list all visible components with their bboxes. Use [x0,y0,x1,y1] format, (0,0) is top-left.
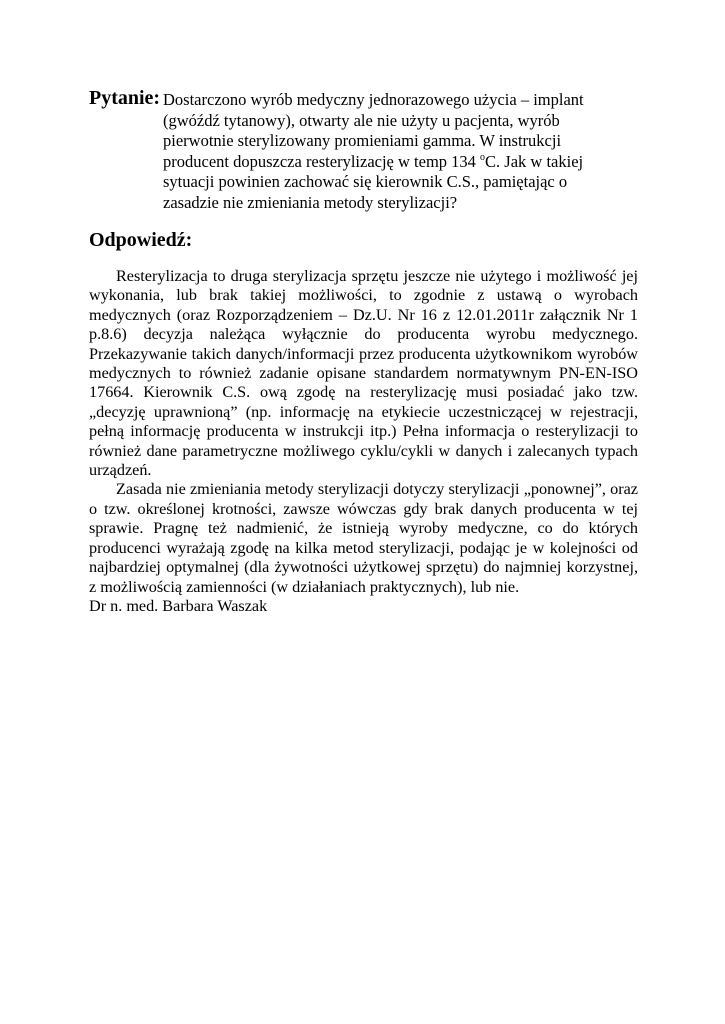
question-line-temperature [163,152,584,173]
question-line: zasadzie nie zmieniania metody sterylizacji? [163,192,458,212]
degree-superscript: o [480,151,486,163]
answer-paragraph-2: Zasada nie zmieniania metody sterylizacji dotyczy sterylizacji „ponownej”, oraz o tzw. określonej krotności, zawsze wówczas gdy brak danych producenta w tej sprawie. Pragnę też nadmienić, że istnieją wyroby medyczne, co do których producenci wyrażają zgodę na kilka metod sterylizacji, podając je w kolejności od najbardziej optymalnej (dla żywotności użytkowej sprzętu) do najmniej korzystnej, z możliwością zamienności (w działaniach praktycznych), lub nie. [89,480,638,596]
answer-heading: Odpowiedź: [89,229,193,251]
question-block [89,86,649,213]
author-signature: Dr n. med. Barbara Waszak [89,597,268,615]
question-line: Dostarczono wyrób medyczny jednorazowego użycia – implant [163,90,584,109]
question-label: Pytanie: [89,87,161,109]
question-text [163,86,584,213]
answer-body [89,267,638,597]
question-line: pierwotnie sterylizowany promieniami gamma. W instrukcji [163,131,562,150]
question-line-start: producent dopuszcza resterylizację w temp 134 [163,151,481,171]
question-line-end: C. Jak w takiej [485,151,584,171]
question-line: (gwóźdź tytanowy), otwarty ale nie użyty u pacjenta, wyrób [163,110,560,130]
answer-paragraph-1: Resterylizacja to druga sterylizacja sprzętu jeszcze nie użytego i możliwość jej wykonania, lub brak takiej możliwości, to zgodnie z ustawą o wyrobach medycznych (oraz Rozporządzeniem – Dz.U. Nr 16 z 12.01.2011r załącznik Nr 1 p.8.6) decyzja należąca wyłącznie do producenta wyrobu medycznego. Przekazywanie takich danych/informacji przez producenta użytkownikom wyrobów medycznych to również zadanie opisane standardem normatywnym PN-EN-ISO 17664. Kierownik C.S. ową zgodę na resterylizację musi posiadać jako tzw. „decyzję uprawnioną” (np. informację na etykiecie uczestniczącej w rejestracji, pełną informację producenta w instrukcji itp.) Pełna informacja o resterylizacji to również dane parametryczne możliwego cyklu/cykli w danych i zalecanych typach urządzeń. [89,267,638,480]
question-line: sytuacji powinien zachować się kierownik C.S., pamiętając o [163,172,568,191]
